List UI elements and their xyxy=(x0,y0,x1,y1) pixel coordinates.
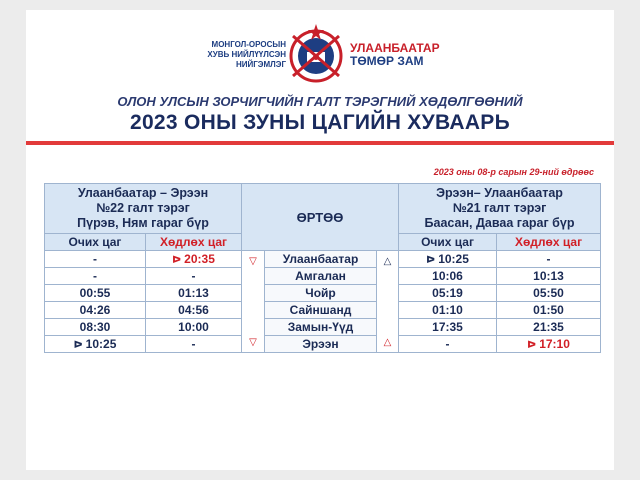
right-depart-cell: 05:50 xyxy=(497,285,601,302)
left-depart-cell: 10:00 xyxy=(146,319,242,336)
right-arrive-label: Очих цаг xyxy=(399,234,497,251)
company-line-2: ХУВЬ НИЙЛҮҮЛСЭН xyxy=(207,50,286,59)
left-arrive-cell: 00:55 xyxy=(45,285,146,302)
station-cell: Сайншанд xyxy=(265,302,377,319)
left-arrive-cell: 08:30 xyxy=(45,319,146,336)
left-arrive-cell: - xyxy=(45,268,146,285)
direction-up-start-icon: △ xyxy=(383,336,392,348)
station-cell: Чойр xyxy=(265,285,377,302)
table-row xyxy=(45,302,601,319)
left-depart-value: 20:35 xyxy=(184,252,215,266)
left-arrive-value: 10:25 xyxy=(85,337,117,351)
station-cell: Эрээн xyxy=(265,336,377,353)
left-arrive-cell: 04:26 xyxy=(45,302,146,319)
left-route-header xyxy=(45,184,242,234)
left-arrive-cell xyxy=(45,336,146,353)
right-train-number: №21 галт тэрэг xyxy=(452,201,547,215)
arrival-arrow-icon: ᐅ xyxy=(73,340,83,351)
right-depart-cell: 21:35 xyxy=(497,319,601,336)
right-depart-cell: 10:13 xyxy=(497,268,601,285)
table-row xyxy=(45,251,601,268)
arrival-arrow-icon: ᐅ xyxy=(426,255,436,266)
right-arrive-cell: 01:10 xyxy=(399,302,497,319)
company-line-1: МОНГОЛ-ОРОСЫН xyxy=(211,40,286,49)
right-train-days: Баасан, Даваа гараг бүр xyxy=(424,216,575,230)
route-header-row xyxy=(45,184,601,234)
right-depart-cell: - xyxy=(497,251,601,268)
right-route-name: Эрээн– Улаанбаатар xyxy=(436,186,563,200)
right-depart-cell xyxy=(497,336,601,353)
right-depart-value: 17:10 xyxy=(539,337,570,351)
company-line-3: НИЙГЭМЛЭГ xyxy=(235,60,286,69)
left-depart-label: Хөдлөх цаг xyxy=(146,234,242,251)
table-row xyxy=(45,319,601,336)
railway-line-2: ТӨМӨР ЗАМ xyxy=(350,54,424,68)
right-depart-label: Хөдлөх цаг xyxy=(497,234,601,251)
right-arrive-cell: 05:19 xyxy=(399,285,497,302)
right-route-header xyxy=(399,184,601,234)
direction-down-end-icon: ▽ xyxy=(249,336,257,348)
left-train-days: Пүрэв, Ням гараг бүр xyxy=(77,216,209,230)
left-train-number: №22 галт тэрэг xyxy=(96,201,190,215)
right-arrive-cell xyxy=(399,251,497,268)
table-row xyxy=(45,336,601,353)
railway-emblem-icon xyxy=(287,22,345,86)
left-arrive-label: Очих цаг xyxy=(45,234,146,251)
departure-arrow-icon: ᐅ xyxy=(172,255,182,266)
northbound-direction xyxy=(377,251,399,353)
right-arrive-value: 10:25 xyxy=(438,252,469,266)
station-cell: Амгалан xyxy=(265,268,377,285)
left-depart-cell: 04:56 xyxy=(146,302,242,319)
left-arrive-cell: - xyxy=(45,251,146,268)
left-route-name: Улаанбаатар – Эрээн xyxy=(77,186,209,200)
left-depart-cell: 01:13 xyxy=(146,285,242,302)
right-arrive-cell: - xyxy=(399,336,497,353)
station-column-header: ӨРТӨӨ xyxy=(242,184,399,251)
left-depart-cell: - xyxy=(146,268,242,285)
effective-date: 2023 оны 08-р сарын 29-ний өдрөөс xyxy=(433,167,594,177)
right-depart-cell: 01:50 xyxy=(497,302,601,319)
table-row xyxy=(45,268,601,285)
right-arrive-cell: 17:35 xyxy=(399,319,497,336)
direction-down-icon: ▽ xyxy=(249,255,257,267)
title-divider xyxy=(26,141,614,145)
right-arrive-cell: 10:06 xyxy=(399,268,497,285)
station-cell: Улаанбаатар xyxy=(265,251,377,268)
southbound-direction xyxy=(242,251,265,353)
railway-name-right xyxy=(350,42,440,68)
timetable xyxy=(44,183,601,353)
page-subtitle: ОЛОН УЛСЫН ЗОРЧИГЧИЙН ГАЛТ ТЭРЭГНИЙ ХӨДӨЛГӨӨНИЙ xyxy=(117,94,523,109)
left-depart-cell: - xyxy=(146,336,242,353)
table-row xyxy=(45,285,601,302)
left-depart-cell xyxy=(146,251,242,268)
station-cell: Замын-Үүд xyxy=(265,319,377,336)
railway-line-1: УЛААНБААТАР xyxy=(350,41,440,55)
company-name-left xyxy=(198,40,286,70)
page-title: 2023 ОНЫ ЗУНЫ ЦАГИЙН ХУВААРЬ xyxy=(129,111,511,134)
direction-up-icon: △ xyxy=(383,255,392,267)
departure-arrow-icon: ᐅ xyxy=(527,340,537,351)
